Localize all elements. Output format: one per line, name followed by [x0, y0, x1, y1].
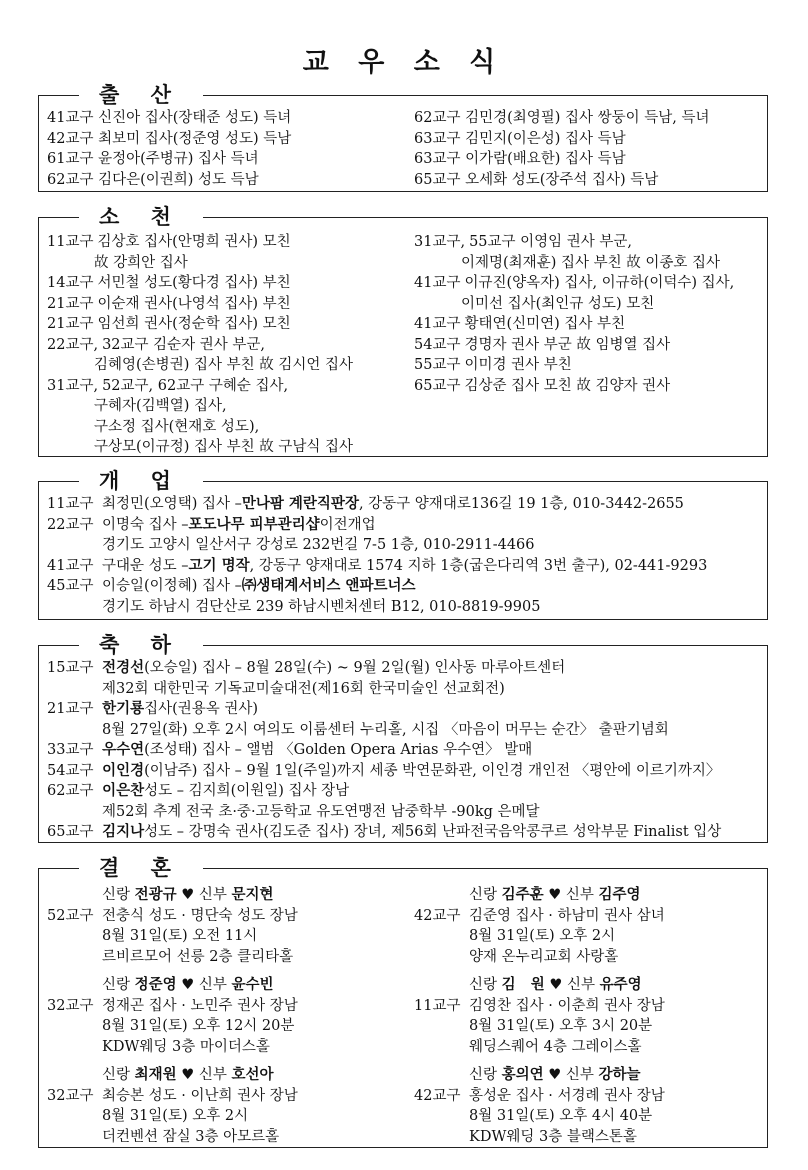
death-left-column: [47, 232, 414, 458]
list-item: 33교구 우수연 (조성태) 집사 – 앨범 〈Golden Opera Arias 우수연〉 발매: [47, 741, 533, 758]
list-item: 42교구 최보미 집사(정준영 성도) 득남: [47, 130, 292, 147]
heart-icon: ♥: [181, 1067, 195, 1083]
list-item: 65교구 김상준 집사 모친 故 김양자 권사: [414, 377, 671, 394]
list-item: 21교구 임선희 권사(정순학 집사) 모친: [47, 316, 291, 332]
list-item: 62교구 이은찬 성도 – 김지희(이원일) 집사 장남: [47, 782, 350, 799]
list-item: 31교구, 52교구, 62교구 구혜순 집사,: [47, 377, 289, 394]
birth-title: 출 산: [79, 81, 203, 109]
wedding-entry: 11교구 신랑 김 원 ♥ 신부 유주영 김영찬 집사 · 이춘희 권사 장남 8월 31일(토) 오후 3시 20분 웨딩스퀘어 4층 그레이스홀: [414, 976, 665, 1055]
list-item: 제52회 추계 전국 초·중·고등학교 유도연맹전 남중학부 -90kg 은메달: [102, 803, 540, 820]
list-item: 경기도 고양시 일산서구 강성로 232번길 7-5 1층, 010-2911-4466: [102, 537, 535, 553]
heart-icon: ♥: [181, 977, 195, 993]
list-item: 11교구 김상호 집사(안명희 권사) 모친: [47, 234, 291, 250]
congrats-section: [38, 632, 768, 843]
list-item: 이미선 집사(최인규 성도) 모친: [461, 295, 655, 312]
birth-section: [38, 82, 768, 192]
wedding-entry: 52교구 신랑 전광규 ♥ 신부 문지현 전충식 성도 · 명단숙 성도 장남 8월 31일(토) 오전 11시 르비르모어 선릉 2층 클리타홀: [47, 886, 298, 965]
opening-section: [38, 468, 768, 620]
death-right-column: [414, 232, 761, 458]
heart-icon: ♥: [549, 977, 563, 993]
death-section: [38, 204, 768, 457]
heart-icon: ♥: [181, 887, 195, 903]
wedding-section: [38, 855, 768, 1148]
heart-icon: ♥: [548, 1067, 562, 1083]
list-item: 41교구 이규진(양옥자) 집사, 이규하(이덕수) 집사,: [414, 275, 735, 291]
list-item: 65교구 김지나 성도 – 강명숙 권사(김도준 집사) 장녀, 제56회 난파전국음악콩쿠르 성악부문 Finalist 입상: [47, 823, 722, 840]
list-item: 21교구 한기룡 집사(권용옥 권사): [47, 700, 259, 717]
wedding-entry: 32교구 신랑 최재원 ♥ 신부 호선아 최승본 성도 · 이난희 권사 장남 8월 31일(토) 오후 2시 더컨벤션 잠실 3층 아모르홀: [47, 1066, 298, 1145]
congrats-title: 축 하: [79, 631, 203, 659]
birth-right-column: [414, 108, 761, 190]
list-item: 구상모(이규정) 집사 부친 故 구남식 집사: [94, 439, 353, 455]
birth-left-column: [47, 108, 414, 190]
death-title: 소 천: [79, 203, 203, 231]
list-item: 구소정 집사(현재호 성도),: [94, 418, 260, 435]
list-item: 61교구 윤정아(주병규) 집사 득녀: [47, 151, 259, 167]
list-item: 45교구 이승일(이정혜) 집사 – ㈜생태계서비스 앤파트너스: [47, 577, 416, 594]
list-item: 41교구 구대운 성도 – 고기 명작 , 강동구 양재대로 1574 지하 1층(굽은다리역 3번 출구), 02-441-9293: [47, 556, 708, 574]
wedding-entry: 42교구 신랑 홍의연 ♥ 신부 강하늘 홍성운 집사 · 서경례 권사 장남 8월 31일(토) 오후 4시 40분 KDW웨딩 3층 블랙스톤홀: [414, 1066, 665, 1145]
list-item: 15교구 전경선 (오승일) 집사 – 8월 28일(수) ~ 9월 2일(월) 인사동 마루아트센터: [47, 659, 566, 676]
list-item: 41교구 신진아 집사(장태준 성도) 득녀: [47, 110, 292, 126]
list-item: 김혜영(손병권) 집사 부친 故 김시언 집사: [94, 357, 353, 373]
opening-title: 개 업: [79, 467, 203, 495]
list-item: 22교구, 32교구 김순자 권사 부군,: [47, 336, 266, 353]
wedding-entry: 32교구 신랑 정준영 ♥ 신부 윤수빈 정재곤 집사 · 노민주 권사 장남 8월 31일(토) 오후 12시 20분 KDW웨딩 3층 마이더스홀: [47, 976, 298, 1055]
list-item: 54교구 이인경 (이남주) 집사 – 9월 1일(주일)까지 세종 박연문화관, 이인경 개인전 〈평안에 이르기까지〉: [47, 761, 721, 779]
list-item: 21교구 이순재 권사(나영석 집사) 부친: [47, 295, 291, 312]
list-item: 故 강희안 집사: [94, 254, 188, 271]
list-item: 54교구 경명자 권사 부군 故 임병열 집사: [414, 336, 671, 353]
wedding-entry: 42교구 신랑 김주훈 ♥ 신부 김주영 김준영 집사 · 하남미 권사 삼녀 8월 31일(토) 오후 2시 양재 온누리교회 사랑홀: [414, 886, 665, 965]
list-item: 55교구 이미경 권사 부친: [414, 357, 572, 373]
list-item: 11교구 최정민(오영택) 집사 – 만나팜 계란직판장 , 강동구 양재대로136길 19 1층, 010-3442-2655: [47, 495, 684, 512]
list-item: 41교구 황태연(신미연) 집사 부친: [414, 316, 626, 332]
list-item: 62교구 김다은(이권희) 성도 득남: [47, 171, 259, 188]
list-item: 8월 27일(화) 오후 2시 여의도 이룸센터 누리홀, 시집 〈마음이 머무는 순간〉 출판기념회: [102, 721, 669, 738]
wedding-title: 결 혼: [79, 854, 203, 882]
list-item: 31교구, 55교구 이영임 권사 부군,: [414, 234, 633, 250]
list-item: 구혜자(김백열) 집사,: [94, 398, 227, 414]
list-item: 63교구 김민지(이은성) 집사 득남: [414, 130, 626, 147]
list-item: 65교구 오세화 성도(장주석 집사) 득남: [414, 171, 659, 188]
list-item: 22교구 이명숙 집사 – 포도나무 피부관리샵 이전개업: [47, 515, 376, 533]
list-item: 경기도 하남시 검단산로 239 하남시벤처센터 B12, 010-8819-9905: [102, 598, 541, 615]
list-item: 62교구 김민경(최영필) 집사 쌍둥이 득남, 득녀: [414, 110, 710, 126]
list-item: 63교구 이가람(배요한) 집사 득남: [414, 151, 626, 167]
page-title: 교 우 소 식: [302, 47, 506, 78]
list-item: 14교구 서민철 성도(황다경 집사) 부친: [47, 275, 291, 291]
list-item: 제32회 대한민국 기독교미술대전(제16회 한국미술인 선교회전): [102, 680, 505, 697]
list-item: 이제명(최재훈) 집사 부친 故 이종호 집사: [461, 254, 720, 271]
heart-icon: ♥: [548, 887, 562, 903]
